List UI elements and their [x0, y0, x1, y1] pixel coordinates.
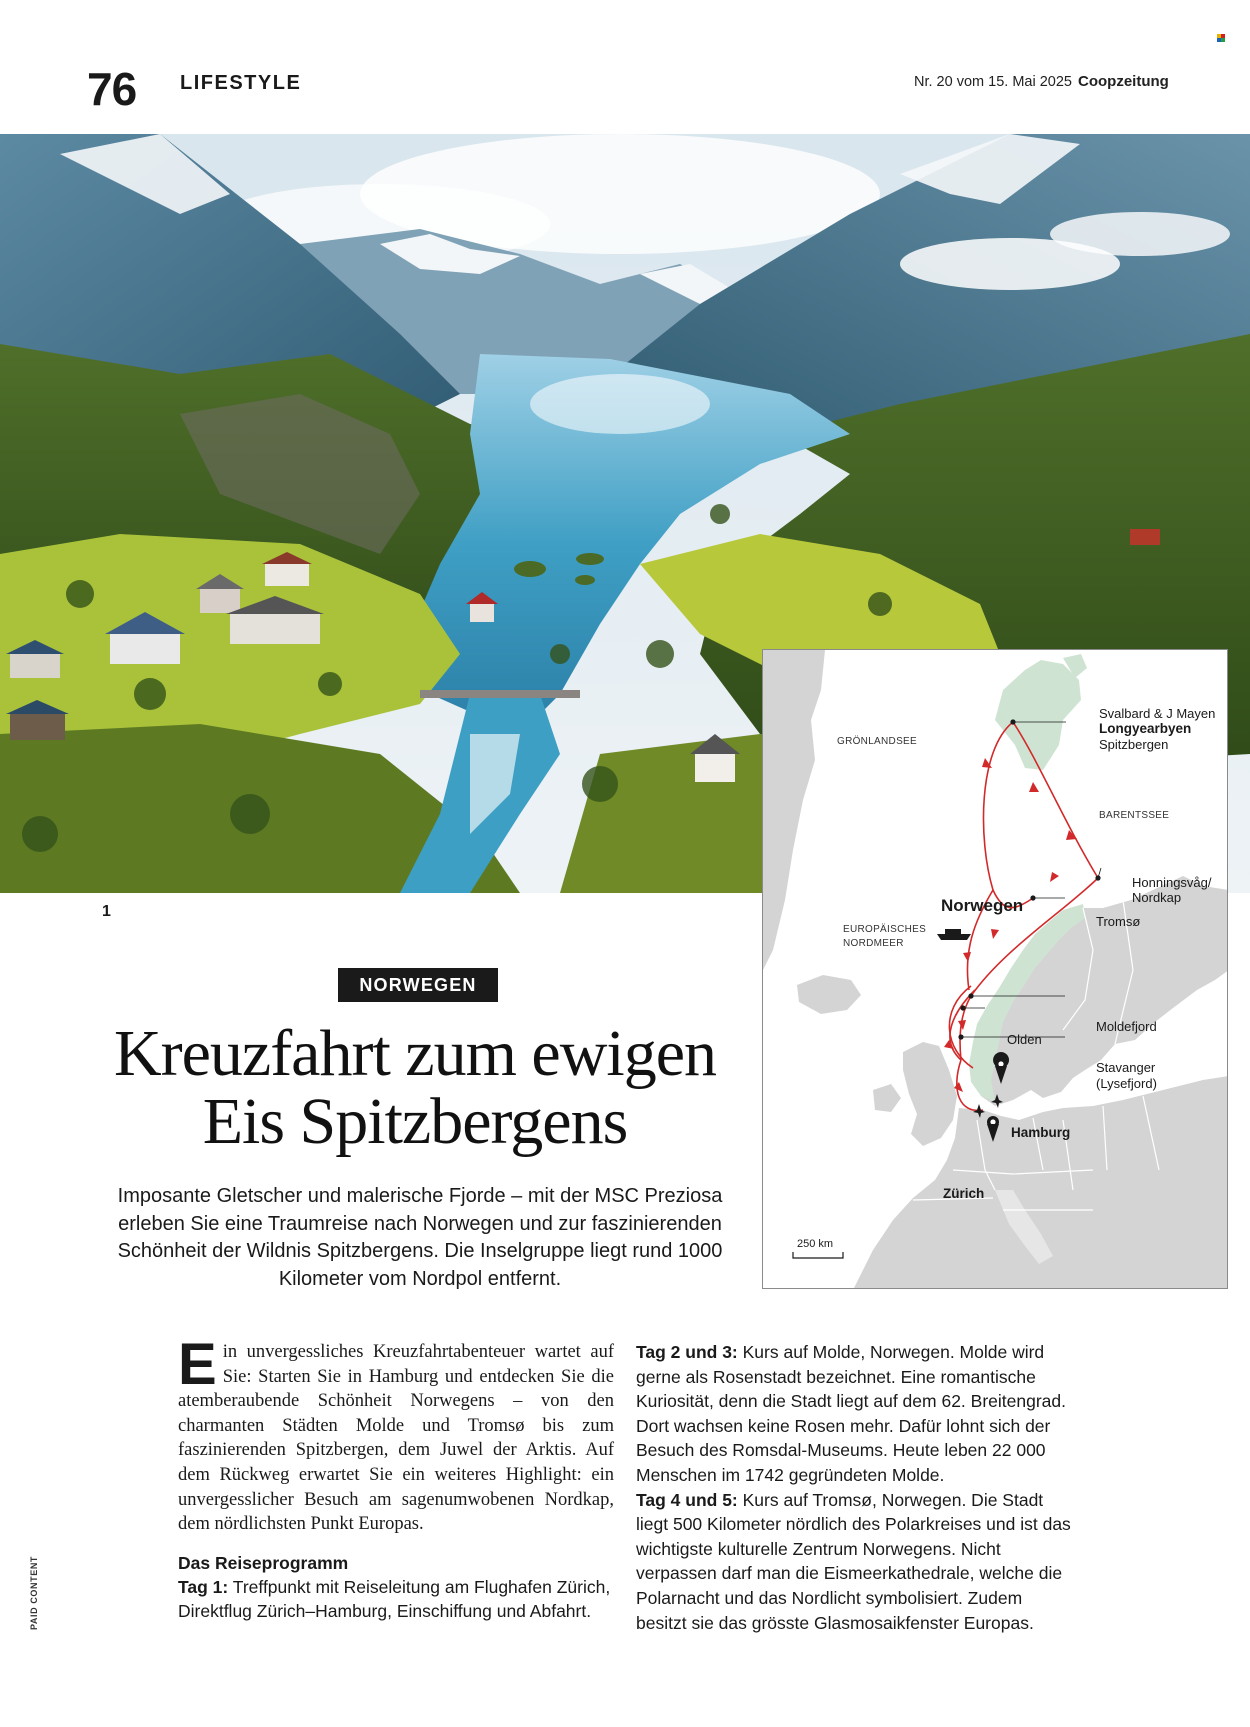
label-lysefjord: (Lysefjord) — [1096, 1076, 1157, 1091]
day-1-paragraph — [178, 1575, 614, 1624]
headline — [60, 1017, 770, 1158]
day-4-5-text: Kurs auf Tromsø, Norwegen. Die Stadt liegt 500 Kilometer nördlich des Polarkreises und ist das wichtigste kulturelle Zentrum Norwegens. Nicht verpassen darf man die Eismeerkathedrale, welche die Polarnacht und das Nordlicht symbolisiert. Zudem besitzt sie das grösste Glasmosaikfenster Europas. — [636, 1489, 1071, 1633]
headline-line-2: Eis Spitzbergens — [202, 1085, 628, 1158]
label-groenlandsee: GRÖNLANDSEE — [837, 736, 917, 747]
label-honningsvag: Honningsvåg/ — [1132, 875, 1212, 890]
drop-cap: E — [178, 1332, 217, 1397]
scale-label: 250 km — [797, 1238, 834, 1250]
kicker-badge: NORWEGEN — [338, 968, 498, 1002]
label-norwegen: Norwegen — [941, 896, 1024, 915]
label-nordkap: Nordkap — [1132, 890, 1182, 905]
label-longyearbyen: Longyearbyen — [1099, 721, 1192, 736]
lead-paragraph: Imposante Gletscher und malerische Fjorde – mit der MSC Preziosa erleben Sie eine Traumreise nach Norwegen und zur faszinierenden Schönheit der Wildnis Spitzbergens. Die Inselgruppe liegt rund 1000 Kilometer vom Nordpol entfernt. — [117, 1185, 723, 1290]
day-1-label: Tag 1: — [178, 1576, 229, 1597]
paid-content-label: PAID CONTENT — [29, 1555, 39, 1630]
label-tromso: Tromsø — [1096, 914, 1141, 929]
body-column-1 — [178, 1332, 614, 1624]
label-zurich: Zürich — [943, 1186, 985, 1201]
label-hamburg: Hamburg — [1011, 1125, 1071, 1140]
label-moldefjord: Moldefjord — [1096, 1019, 1157, 1034]
body-column-2 — [636, 1340, 1072, 1635]
day-4-5-label: Tag 4 und 5: — [636, 1489, 738, 1510]
label-europaeisches: EUROPÄISCHES — [843, 924, 927, 935]
day-2-3-paragraph — [636, 1340, 1072, 1488]
label-svalbard: Svalbard & J Mayen — [1099, 706, 1216, 721]
color-mark-icon — [1217, 34, 1225, 42]
label-nordmeer: NORDMEER — [843, 938, 904, 949]
issue-date: Nr. 20 vom 15. Mai 2025 — [914, 74, 1072, 90]
label-stavanger: Stavanger — [1096, 1060, 1156, 1075]
label-spitzbergen: Spitzbergen — [1099, 737, 1169, 752]
headline-line-1: Kreuzfahrt zum ewigen — [113, 1017, 717, 1090]
intro-paragraph — [178, 1332, 614, 1537]
day-4-5-paragraph — [636, 1488, 1072, 1636]
intro-text: in unvergessliches Kreuzfahrtabenteuer wartet auf Sie: Starten Sie in Hamburg und entdecken Sie die atemberaubende Schönheit Norwegens – von den charmanten Städten Molde und Tromsø bis zum faszinierenden Spitzbergen, dem Juwel der Arktis. Auf dem Rückweg erwartet Sie ein weiteres Highlight: ein unvergesslicher Besuch am sagenumwobenen Nordkap, dem nördlichsten Punkt Europas. — [178, 1342, 614, 1535]
day-1-text: Treffpunkt mit Reiseleitung am Flughafen Zürich, Direktflug Zürich–Hamburg, Einschiffung und Abfahrt. — [178, 1576, 611, 1622]
publication-name: Coopzeitung — [1078, 73, 1169, 90]
route-map — [762, 649, 1228, 1289]
label-barentssee: BARENTSSEE — [1099, 810, 1170, 821]
day-2-3-text: Kurs auf Molde, Norwegen. Molde wird gerne als Rosenstadt bezeichnet. Eine romantische Kuriosität, denn die Stadt liegt auf dem 62. Breitengrad. Dort wachsen keine Rosen mehr. Dafür lohnt sich der Besuch des Romsdal-Museums. Heute leben 22 000 Menschen im 1742 gegründeten Molde. — [636, 1342, 1066, 1485]
label-olden: Olden — [1007, 1032, 1042, 1047]
section-title: LIFESTYLE — [180, 72, 302, 94]
page-number: 76 — [87, 63, 137, 115]
ship-icon — [937, 929, 971, 940]
program-title: Das Reiseprogramm — [178, 1552, 349, 1573]
photo-caption-number: 1 — [102, 903, 111, 920]
day-2-3-label: Tag 2 und 3: — [636, 1342, 738, 1362]
